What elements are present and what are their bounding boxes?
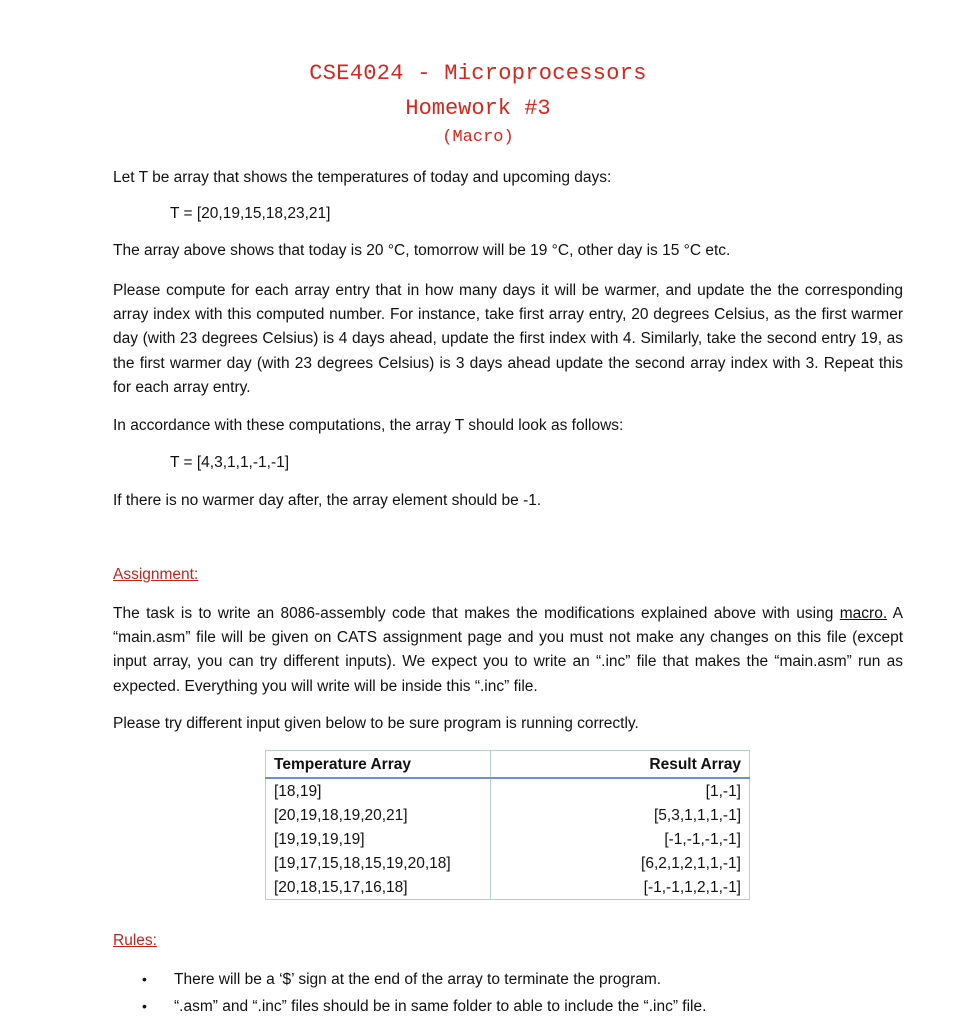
array-result: T = [4,3,1,1,-1,-1] xyxy=(170,454,290,471)
temperature-cell: [18,19] xyxy=(266,778,491,803)
assignment-heading: Assignment: xyxy=(113,566,199,583)
document-topic: (Macro) xyxy=(442,128,514,147)
assignment-paragraph-2: Please try different input given below to be sure program is running correctly. xyxy=(113,715,639,732)
intro-paragraph-3: Please compute for each array entry that in how many days it will be warmer, and update the the corresponding array index with this computed number. For instance, take first array entry, 20 degrees Celsius, as the first warmer day (with 23 degrees Celsius) is 4 days ahead, update the first index with 4. Similarly, take the second entry 19, as the first warmer day (with 23 degrees Celsius) is 3 days ahead update the second array index with 3. Repeat this for each array entry. xyxy=(113,282,903,396)
document-title: CSE4024 - Microprocessors xyxy=(309,61,647,86)
assignment-text-b: A “main.asm” file will be given on CATS assignment page and you must not make any changes on this file (except input array, you can try different inputs). We expect you to write an “.inc” file that makes the “main.asm” run as expected. Everything you will write will be inside this “.inc” file. xyxy=(113,605,904,695)
intro-paragraph-1: Let T be array that shows the temperatures of today and upcoming days: xyxy=(113,169,612,186)
macro-term: macro. xyxy=(839,605,888,622)
rule-text: There will be a ‘$’ sign at the end of the array to terminate the program. xyxy=(174,971,662,988)
table-row xyxy=(266,875,750,900)
table-row xyxy=(266,827,750,851)
table-row xyxy=(266,803,750,827)
rules-heading: Rules: xyxy=(113,932,157,949)
rules-list xyxy=(0,966,706,1020)
assignment-text-a: The task is to write an 8086-assembly code that makes the modifications explained above with using xyxy=(113,605,834,622)
document-subtitle: Homework #3 xyxy=(405,96,551,121)
list-item xyxy=(0,993,706,1020)
result-cell: [-1,-1,-1,-1] xyxy=(491,827,750,851)
table-header-row xyxy=(266,751,750,779)
result-cell: [6,2,1,2,1,1,-1] xyxy=(491,851,750,875)
array-example: T = [20,19,15,18,23,21] xyxy=(170,205,331,222)
bullet-icon: • xyxy=(142,971,147,987)
intro-paragraph-4: In accordance with these computations, the array T should look as follows: xyxy=(113,417,624,434)
result-cell: [5,3,1,1,1,-1] xyxy=(491,803,750,827)
temperature-cell: [20,19,18,19,20,21] xyxy=(266,803,491,827)
list-item xyxy=(0,966,706,993)
temperature-cell: [19,19,19,19] xyxy=(266,827,491,851)
header-result-array: Result Array xyxy=(491,751,750,779)
header-temperature-array: Temperature Array xyxy=(266,751,491,779)
result-cell: [-1,-1,1,2,1,-1] xyxy=(491,875,750,900)
table-row xyxy=(266,778,750,803)
intro-paragraph-5: If there is no warmer day after, the array element should be -1. xyxy=(113,492,542,509)
result-cell: [1,-1] xyxy=(491,778,750,803)
assignment-paragraph-1 xyxy=(113,602,903,699)
results-table xyxy=(265,750,750,900)
bullet-icon: • xyxy=(142,998,147,1014)
table-row xyxy=(266,851,750,875)
temperature-cell: [19,17,15,18,15,19,20,18] xyxy=(266,851,491,875)
temperature-cell: [20,18,15,17,16,18] xyxy=(266,875,491,900)
rule-text: “.asm” and “.inc” files should be in same folder to able to include the “.inc” file. xyxy=(174,998,707,1015)
intro-paragraph-2: The array above shows that today is 20 °C, tomorrow will be 19 °C, other day is 15 °C etc. xyxy=(113,242,731,259)
